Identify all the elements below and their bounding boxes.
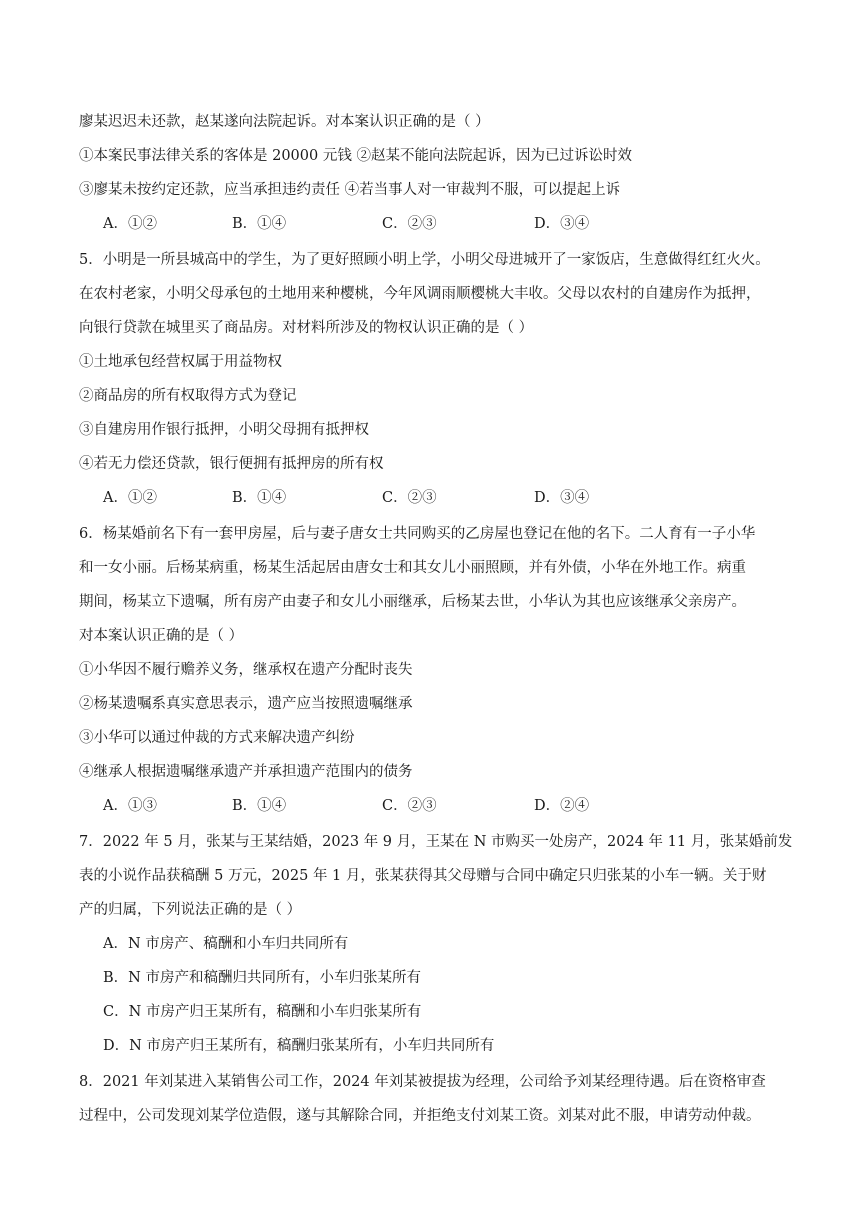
- q6-stem-line-1: 6．杨某婚前名下有一套甲房屋，后与妻子唐女士共同购买的乙房屋也登记在他的名下。二人育有一子小华: [79, 526, 756, 542]
- q5-stem-line-1: 5．小明是一所县城高中的学生，为了更好照顾小明上学，小明父母进城开了一家饭店，生意做得红红火火。: [79, 252, 770, 268]
- q6-stem-line-3: 期间，杨某立下遗嘱，所有房产由妻子和女儿小丽继承，后杨某去世，小华认为其也应该继承父亲房产。: [79, 594, 746, 610]
- q6-item-3: ③小华可以通过仲裁的方式来解决遗产纠纷: [79, 730, 355, 746]
- q6-option-c: C．②③: [382, 798, 437, 814]
- q5-option-d: D．③④: [534, 490, 590, 506]
- q4-stem-tail: 廖某迟迟未还款，赵某遂向法院起诉。对本案认识正确的是（ ）: [79, 114, 490, 130]
- q7-option-a: A．N 市房产、稿酬和小车归共同所有: [103, 936, 349, 952]
- q5-item-4: ④若无力偿还贷款，银行便拥有抵押房的所有权: [79, 456, 384, 472]
- q5-stem-line-3: 向银行贷款在城里买了商品房。对材料所涉及的物权认识正确的是（ ）: [79, 320, 534, 336]
- q4-items-line-2: ③廖某未按约定还款，应当承担违约责任 ④若当事人对一审裁判不服，可以提起上诉: [79, 182, 621, 198]
- q6-option-b: B．①④: [232, 798, 287, 814]
- q5-stem-line-2: 在农村老家，小明父母承包的土地用来种樱桃，今年风调雨顺樱桃大丰收。父母以农村的自建房作为抵押，: [79, 286, 761, 302]
- q6-stem-line-2: 和一女小丽。后杨某病重，杨某生活起居由唐女士和其女儿小丽照顾，并有外债，小华在外地工作。病重: [79, 560, 746, 576]
- q5-option-c: C．②③: [382, 490, 437, 506]
- q4-option-d: D．③④: [534, 216, 590, 232]
- q4-option-a: A．①②: [103, 216, 157, 232]
- q5-item-1: ①土地承包经营权属于用益物权: [79, 354, 282, 370]
- q4-option-b: B．①④: [232, 216, 287, 232]
- q4-items-line-1: ①本案民事法律关系的客体是 20000 元钱 ②赵某不能向法院起诉，因为已过诉讼时效: [79, 148, 632, 164]
- q5-item-2: ②商品房的所有权取得方式为登记: [79, 388, 297, 404]
- q7-stem-line-3: 产的归属，下列说法正确的是（ ）: [79, 902, 302, 918]
- q7-option-b: B．N 市房产和稿酬归共同所有，小车归张某所有: [103, 970, 421, 986]
- q6-stem-line-4: 对本案认识正确的是（ ）: [79, 628, 244, 644]
- q7-stem-line-1: 7．2022 年 5 月，张某与王某结婚，2023 年 9 月，王某在 N 市购买一处房产，2024 年 11 月，张某婚前发: [79, 834, 793, 850]
- q5-option-a: A．①②: [103, 490, 157, 506]
- q6-item-1: ①小华因不履行赡养义务，继承权在遗产分配时丧失: [79, 662, 413, 678]
- q6-option-a: A．①③: [103, 798, 157, 814]
- q6-option-d: D．②④: [534, 798, 590, 814]
- q4-option-c: C．②③: [382, 216, 437, 232]
- q7-option-c: C．N 市房产归王某所有，稿酬和小车归张某所有: [103, 1004, 422, 1020]
- q6-item-2: ②杨某遗嘱系真实意思表示，遗产应当按照遗嘱继承: [79, 696, 413, 712]
- q5-option-b: B．①④: [232, 490, 287, 506]
- q5-item-3: ③自建房用作银行抵押，小明父母拥有抵押权: [79, 422, 369, 438]
- q7-stem-line-2: 表的小说作品获稿酬 5 万元，2025 年 1 月，张某获得其父母赠与合同中确定只归张某的小车一辆。关于财: [79, 868, 767, 884]
- q6-item-4: ④继承人根据遗嘱继承遗产并承担遗产范围内的债务: [79, 764, 413, 780]
- q7-option-d: D．N 市房产归王某所有，稿酬归张某所有，小车归共同所有: [103, 1038, 495, 1054]
- q8-stem-line-1: 8．2021 年刘某进入某销售公司工作，2024 年刘某被提拔为经理，公司给予刘某经理待遇。后在资格审查: [79, 1074, 766, 1090]
- q8-stem-line-2: 过程中，公司发现刘某学位造假，遂与其解除合同，并拒绝支付刘某工资。刘某对此不服，申请劳动仲裁。: [79, 1108, 761, 1124]
